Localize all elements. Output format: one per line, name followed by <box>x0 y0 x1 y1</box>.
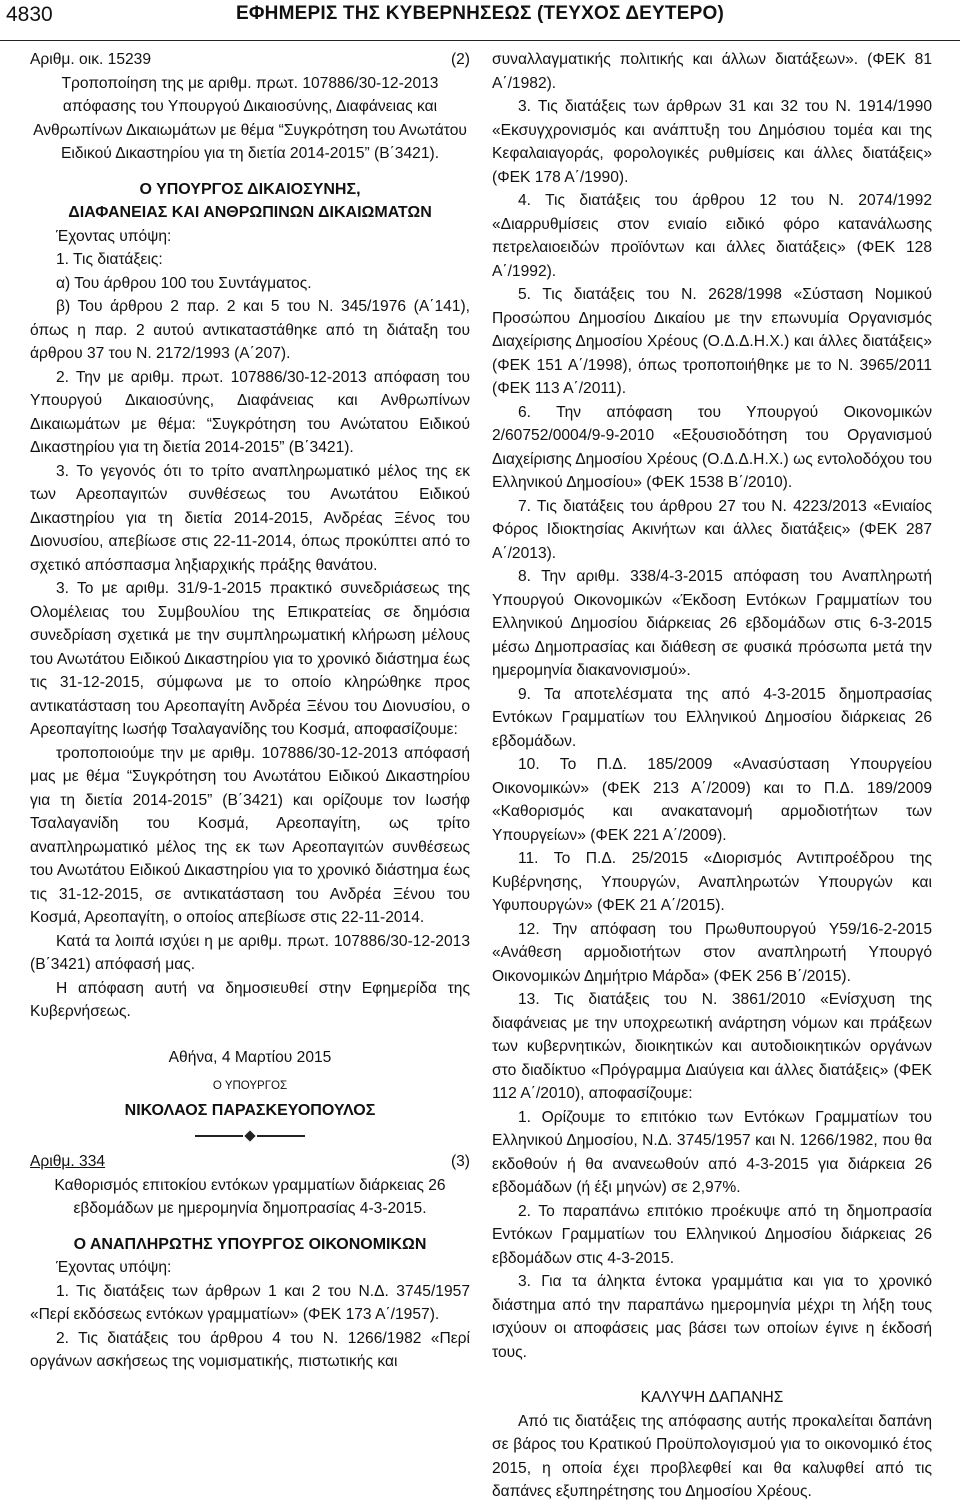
decision-item: 3. Για τα άληκτα έντοκα γραμμάτια και για το χρονικό διάστημα από την παραπάνω ημερομηνία μέχρι τη λήξη τους ισχύουν οι αποφάσεις μας βάσει των οποίων έγινε η έκδοσή τους. <box>492 1273 932 1361</box>
paragraph: 3. Το γεγονός ότι το τρίτο αναπληρωματικό μέλος της εκ των Αρεοπαγιτών συνθέσεως του Ανωτάτου Ειδικού Δικαστηρίου για τη διετία 2014-2015, Ανδρέας Ξένος του Διονυσίου, απεβίωσε στις 22-11-2014, όπως προκύπτει από το σχετικό απόσπασμα ληξιαρχικής πράξης θανάτου. <box>30 462 470 574</box>
diamond-icon <box>244 1130 255 1141</box>
signer-name: ΝΙΚΟΛΑΟΣ ΠΑΡΑΣΚΕΥΟΠΟΥΛΟΣ <box>124 1101 376 1119</box>
paragraph: 3. Τις διατάξεις των άρθρων 31 και 32 του Ν. 1914/1990 «Εκσυγχρονισμός και ανάπτυξη του Δημόσιου τομέα και της Κεφαλαιαγοράς, φορολογικές ρυθμίσεις και άλλες διατάξεις» (ΦΕΚ 178 Α΄/1990). <box>492 98 932 186</box>
having-regard: Έχοντας υπόψη: <box>56 1259 172 1276</box>
paragraph: 13. Τις διατάξεις του Ν. 3861/2010 «Ενίσχυση της διαφάνειας με την υποχρεωτική ανάρτηση νόμων και πράξεων των κυβερνητικών, διοικητικών και αυτοδιοικητικών οργάνων στο διαδίκτυο «Πρόγραμμα Διαύγεια και άλλες διατάξεις» (ΦΕΚ 112 Α΄/2010), αποφασίζουμε: <box>492 991 932 1102</box>
having-regard: Έχοντας υπόψη: <box>56 227 172 245</box>
running-title: ΕΦΗΜΕΡΙΣ ΤΗΣ ΚΥΒΕΡΝΗΣΕΩΣ (ΤΕΥΧΟΣ ΔΕΥΤΕΡΟ) <box>236 3 724 24</box>
paragraph: 4. Τις διατάξεις του άρθρου 12 του Ν. 2074/1992 «Διαρρυθμίσεις στον ενιαίο ειδικό φόρο κατανάλωσης πετρελαιοειδών προϊόντων και άλλες διατάξεις» (ΦΕΚ 128 Α΄/1992). <box>492 192 932 280</box>
paragraph: 1. Τις διατάξεις: <box>56 251 163 268</box>
decision-number: Αριθμ. οικ. 15239 <box>30 51 152 68</box>
decision-item: 1. Ορίζουμε το επιτόκιο των Εντόκων Γραμματίων του Ελληνικού Δημοσίου, Ν.Δ. 3745/1957 και Ν. 1266/1982, που θα εκδοθούν ή θα ανανεωθούν από 4-3-2015 για διάρκεια 26 εβδομάδων (ή έξι μηνών) σε 2,97%. <box>492 1108 932 1196</box>
paragraph: 11. Το Π.Δ. 25/2015 «Διορισμός Αντιπροέδρου της Κυβέρνησης, Υπουργών, Αναπληρωτών Υπουργών και Υφυπουργών» (ΦΕΚ 21 Α΄/2015). <box>492 850 932 914</box>
paragraph: 9. Τα αποτελέσματα της από 4-3-2015 δημοπρασίας Εντόκων Γραμματίων του Ελληνικού Δημοσίου διάρκειας 26 εβδομάδων. <box>492 685 932 750</box>
decision-number: Αριθμ. 334 <box>30 1153 106 1170</box>
paragraph: 6. Την απόφαση του Υπουργού Οικονομικών 2/60752/0004/9-9-2010 «Εξουσιοδότηση του Οργανισμού Διαχείρισης Δημοσίου Χρέους (Ο.Δ.Δ.Η.Χ.) ως εντολοδόχου του Ελληνικού Δημοσίου» (ΦΕΚ 1538 Β΄/2010). <box>492 403 932 491</box>
paragraph: 7. Τις διατάξεις του άρθρου 27 του Ν. 4223/2013 «Ενιαίος Φόρος Ιδιοκτησίας Ακινήτων και άλλες διατάξεις» (ΦΕΚ 287 Α΄/2013). <box>492 497 932 562</box>
page-header <box>0 0 960 41</box>
paragraph-continuation: συναλλαγματικής πολιτικής και άλλων διατάξεων». (ΦΕΚ 81 Α΄/1982). <box>492 51 932 92</box>
cost-text: Από τις διατάξεις της απόφασης αυτής προκαλείται δαπάνη σε βάρος του Κρατικού Προϋπολογισμού για το οικονομικό έτος 2015, η οποία έχει προβλεφθεί και θα καλυφθεί από τις δαπάνες εξυπηρέτησης του Δημοσίου Χρέους. <box>492 1412 932 1500</box>
paragraph: α) Του άρθρου 100 του Συντάγματος. <box>56 274 312 292</box>
authority-heading: Ο ΑΝΑΠΛΗΡΩΤΗΣ ΥΠΟΥΡΓΟΣ ΟΙΚΟΝΟΜΙΚΩΝ <box>73 1235 427 1253</box>
paragraph: 10. Το Π.Δ. 185/2009 «Ανασύσταση Υπουργείου Οικονομικών» (ΦΕΚ 213 Α΄/2009) και το Π.Δ. 189/2009 «Καθορισμός και ανακατανομή αρμοδιοτήτων των Υπουργείων» (ΦΕΚ 221 Α΄/2009). <box>492 756 932 844</box>
paragraph: 3. Το με αριθμ. 31/9-1-2015 πρακτικό συνεδριάσεως της Ολομέλειας του Συμβουλίου της Επικρατείας σε δημόσια συνεδρίαση σχετικά με την συμπληρωματική κλήρωση μέλους του Ανωτάτου Ειδικού Δικαστηρίου για το χρονικό διάστημα έως τις 31-12-2015, σύμφωνα με το οποίο κληρώθηκε προς αντικατάσταση του Αρεοπαγίτη Ανδρέα Ξένου του Διονυσίου, ο Αρεοπαγίτης Ιωσήφ Τσαλαγανίδης του Κοσμά, αποφασίζουμε: <box>30 580 470 738</box>
paragraph: 2. Την με αριθμ. πρωτ. 107886/30-12-2013 απόφαση του Υπουργού Δικαιοσύνης, Διαφάνειας και Ανθρωπίνων Δικαιωμάτων με θέμα: “Συγκρότηση του Ανώτατου Ειδικού Δικαστηρίου για τη διετία 2014-2015” (Β΄3421). <box>30 368 470 456</box>
publication-order: Η απόφαση αυτή να δημοσιευθεί στην Εφημερίδα της Κυβερνήσεως. <box>30 979 470 1020</box>
paragraph: Κατά τα λοιπά ισχύει η με αριθμ. πρωτ. 107886/30-12-2013 (Β΄3421) απόφασή μας. <box>30 932 470 973</box>
paragraph: 8. Την αριθμ. 338/4-3-2015 απόφαση του Αναπληρωτή Υπουργού Οικονομικών «Έκδοση Εντόκων Γραμματίων του Ελληνικού Δημοσίου διάρκειας 26 εβδομάδων στις 6-3-2015 μέσω Δημοπρασίας και διάθεση σε φυσικά πρόσωπα μετά την ημερομηνία διακανονισμού». <box>492 568 932 679</box>
decision-subject: Καθορισμός επιτοκίου εντόκων γραμματίων διάρκειας 26 εβδομάδων με ημερομηνία δημοπρασίας 4-3-2015. <box>54 1176 446 1217</box>
right-column <box>492 48 932 1504</box>
decision-text: τροποποιούμε την με αριθμ. 107886/30-12-2013 απόφασή μας με θέμα “Συγκρότηση του Ανωτάτου Ειδικού Δικαστηρίου για τη διετία 2014-2015” (Β΄3421) και ορίζουμε τον Ιωσήφ Τσαλαγανίδη του Κοσμά, Αρεοπαγίτη, ως τρίτο αναπληρωματικό μέλος της εκ των Αρεοπαγιτών συνθέσεως του Ανωτάτου Ειδικού Δικαστηρίου για το χρονικό διάστημα έως τις 31-12-2015, σε αντικατάσταση του Ανδρέα Ξένου του Κοσμά, Αρεοπαγίτη, ο οποίος απεβίωσε στις 22-11-2014. <box>30 744 470 926</box>
decision-number-line <box>30 48 470 72</box>
page-number: 4830 <box>6 3 53 26</box>
paragraph: 1. Τις διατάξεις των άρθρων 1 και 2 του Ν.Δ. 3745/1957 «Περί εκδόσεως εντόκων γραμματίων» (ΦΕΚ 173 Α΄/1957). <box>30 1282 470 1323</box>
decision-item: 2. Το παραπάνω επιτόκιο προέκυψε από τη δημοπρασία Εντόκων Γραμματίων του Ελληνικού Δημοσίου διάρκειας 26 εβδομάδων στις 4-3-2015. <box>492 1202 932 1267</box>
authority-heading-1: Ο ΥΠΟΥΡΓΟΣ ΔΙΚΑΙΟΣΥΝΗΣ, <box>139 180 361 198</box>
decision-sequence: (2) <box>450 51 470 68</box>
section-divider <box>30 1126 470 1146</box>
left-column <box>30 48 470 1374</box>
decision-number-line <box>30 1150 470 1174</box>
authority-heading-2: ΔΙΑΦΑΝΕΙΑΣ ΚΑΙ ΑΝΘΡΩΠΙΝΩΝ ΔΙΚΑΙΩΜΑΤΩΝ <box>68 204 432 221</box>
paragraph: 5. Τις διατάξεις του Ν. 2628/1998 «Σύσταση Νομικού Προσώπου Δημοσίου Δικαίου με την επωνυμία Οργανισμός Διαχείρισης Δημοσίου Χρέους (Ο.Δ.Δ.Η.Χ.) και άλλες διατάξεις» (ΦΕΚ 151 Α΄/1998), όπως τροποποιήθηκε με το Ν. 3965/2011 (ΦΕΚ 113 Α΄/2011). <box>492 286 932 397</box>
signer-title: Ο ΥΠΟΥΡΓΟΣ <box>212 1080 288 1092</box>
paragraph: 2. Τις διατάξεις του άρθρου 4 του Ν. 1266/1982 «Περί οργάνων ασκήσεως της νομισματικής, πιστωτικής και <box>30 1329 470 1370</box>
cost-heading: ΚΑΛΥΨΗ ΔΑΠΑΝΗΣ <box>640 1389 784 1406</box>
place-date: Αθήνα, 4 Μαρτίου 2015 <box>168 1048 332 1066</box>
decision-sequence: (3) <box>450 1153 470 1170</box>
paragraph: 12. Την απόφαση του Πρωθυπουργού Υ59/16-2-2015 «Ανάθεση αρμοδιοτήτων στον αναπληρωτή Υπουργό Οικονομικών Δημήτριο Μάρδα» (ΦΕΚ 256 Β΄/2015). <box>492 920 932 985</box>
paragraph: β) Του άρθρου 2 παρ. 2 και 5 του Ν. 345/1976 (Α΄141), όπως η παρ. 2 αυτού αντικαταστάθηκε από τη διάταξη του άρθρου 37 του Ν. 2172/1993 (Α΄207). <box>30 298 470 362</box>
decision-subject: Τροποποίηση της με αριθμ. πρωτ. 107886/30-12-2013 απόφασης του Υπουργού Δικαιοσύνης, Διαφάνειας και Ανθρωπίνων Δικαιωμάτων με θέμα “Συγκρότηση του Ανωτάτου Ειδικού Δικαστηρίου για τη διετία 2014-2015” (Β΄3421). <box>33 74 467 162</box>
